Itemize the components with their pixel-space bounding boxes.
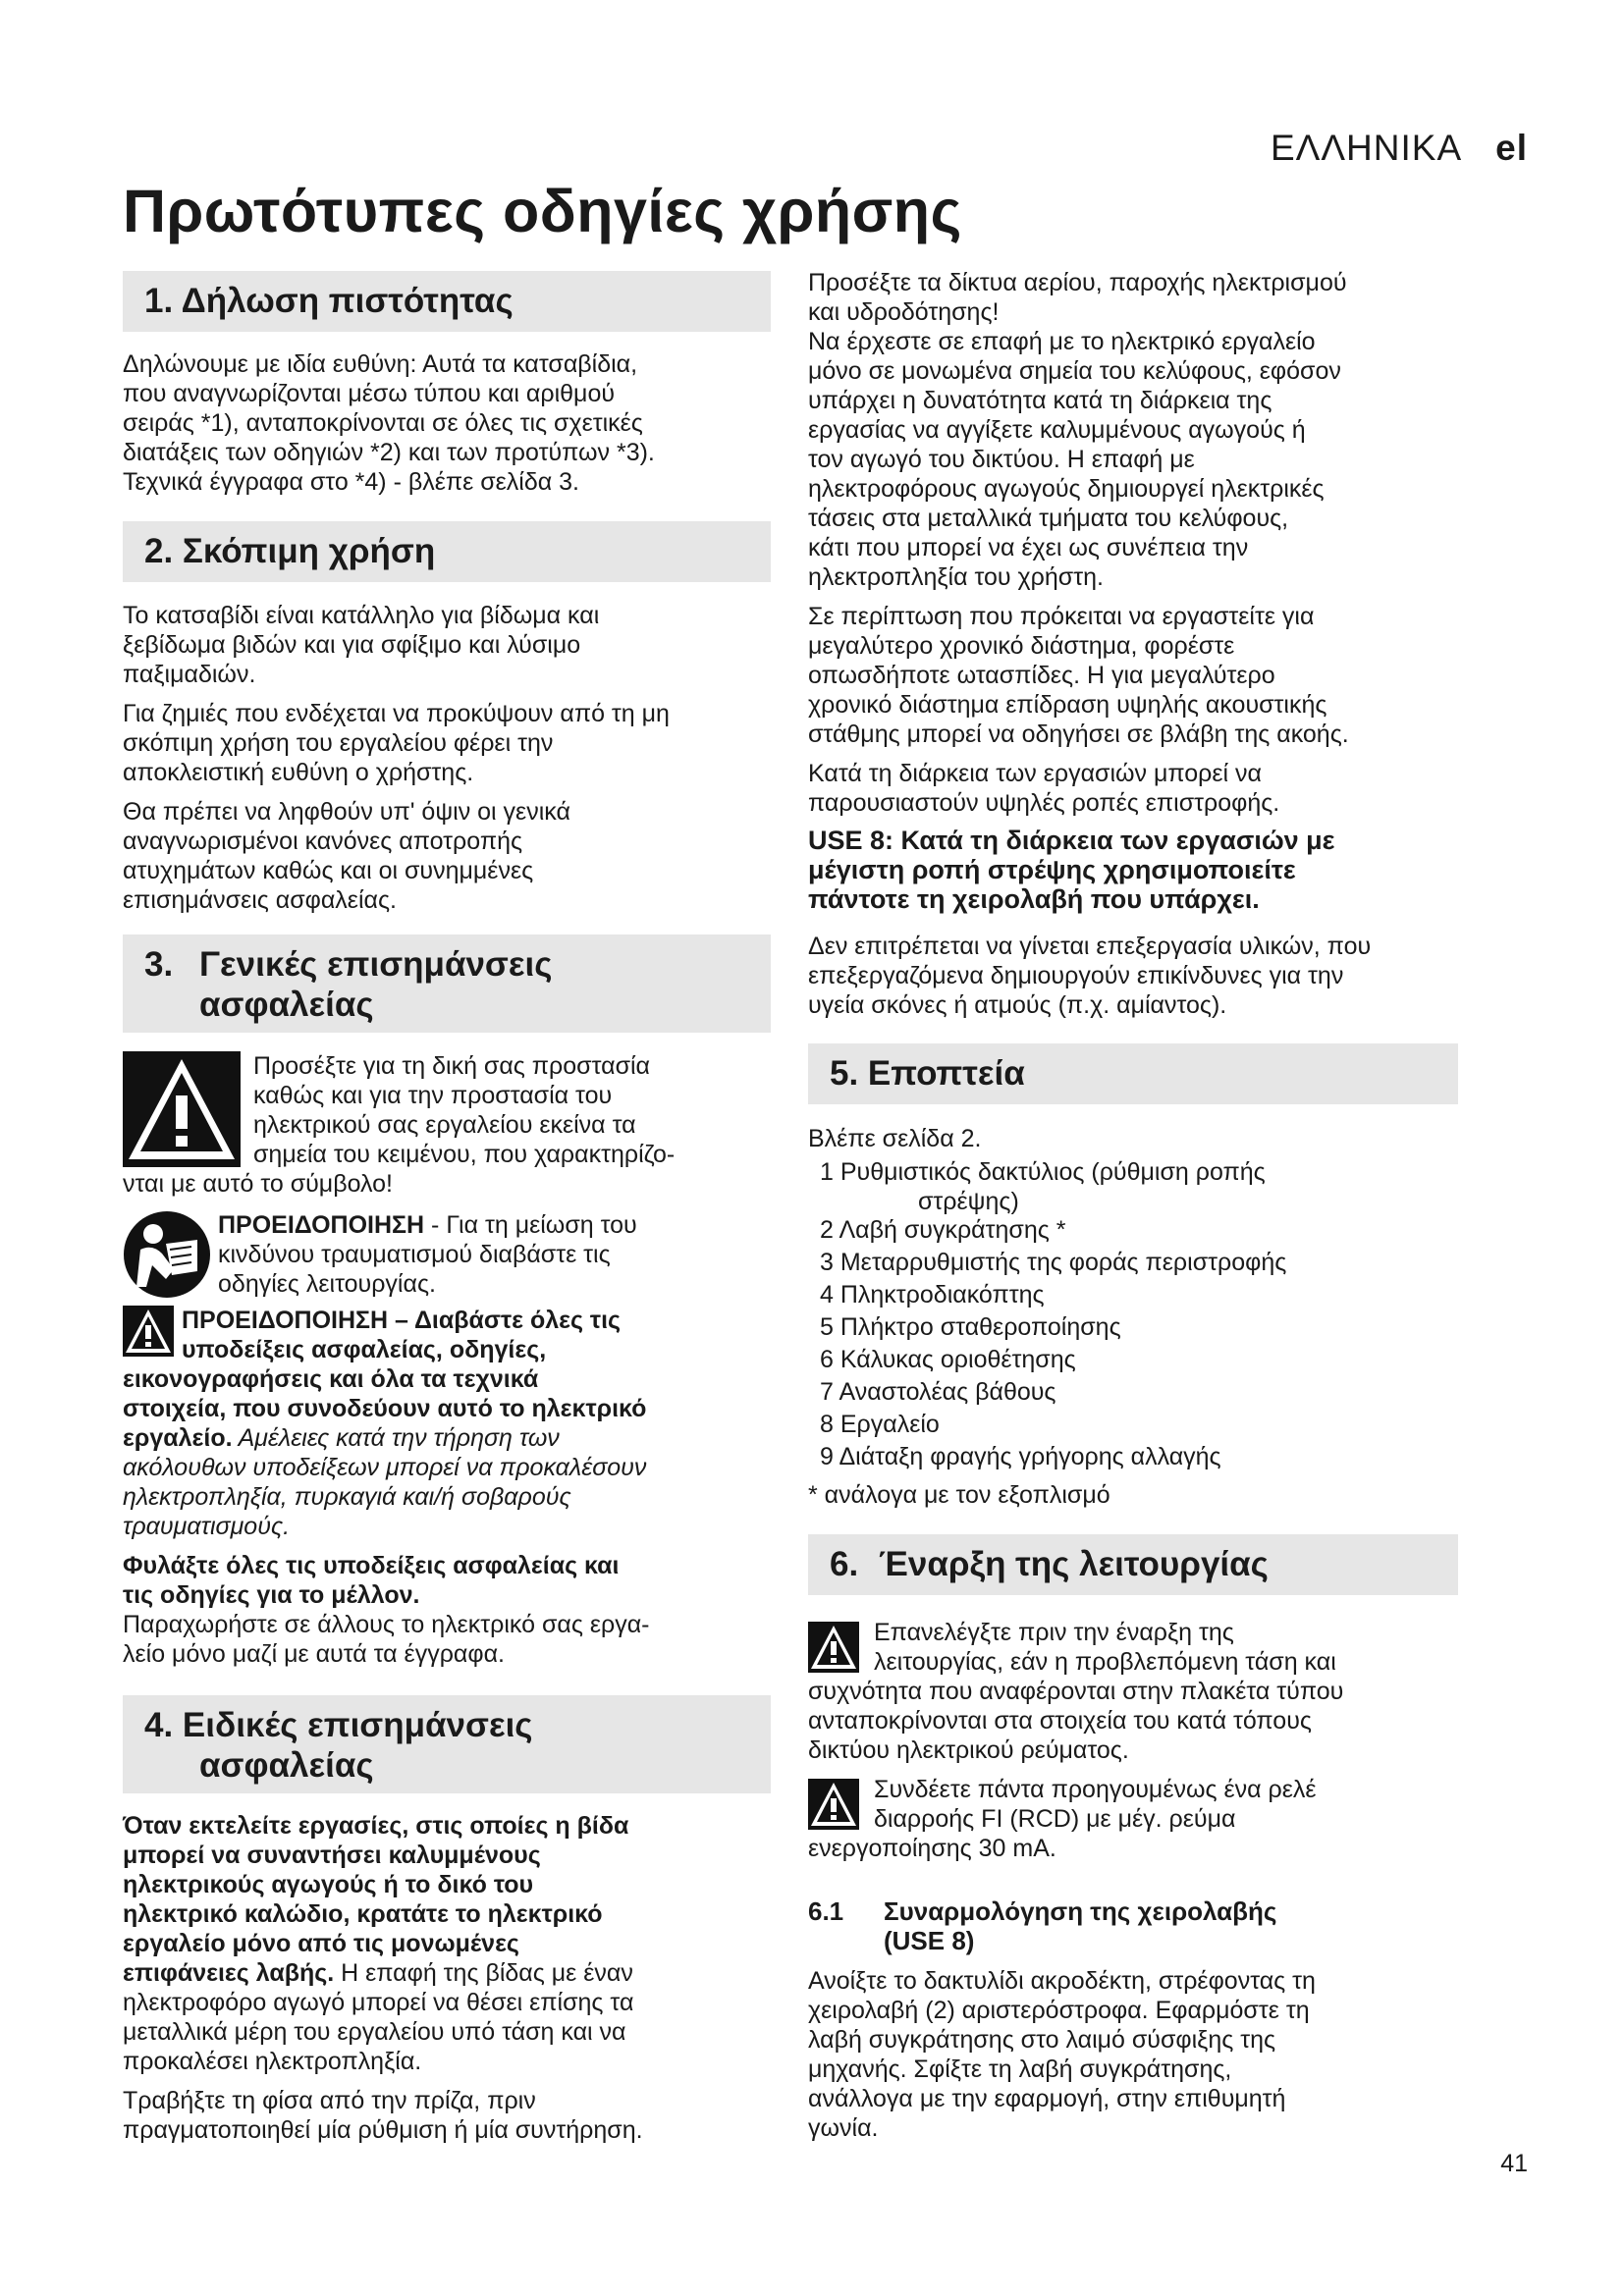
section-1-text: Δηλώνουμε με ιδία ευθύνη: Αυτά τα κατσαβίδια, που αναγνωρίζονται μέσω τύπου και αριθμού σειράς *1), ανταποκρίνονται σε όλες τις σχετικές διατάξεις των οδηγιών *2) και των προτύπων *3). Τεχνικά έγγραφα στο *4) - βλέπε σελίδα 3. (123, 350, 655, 496)
subsection-6-1-title: Συναρμολόγηση της χειρολαβής (USE 8) (884, 1896, 1277, 1955)
section-3-manual-text (218, 1210, 787, 1240)
read-manual-icon (123, 1210, 211, 1299)
page-title: Πρωτότυπες οδηγίες χρήσης (123, 178, 962, 244)
warning-triangle-icon (123, 1051, 241, 1167)
section-3-warning2-line1: ΠΡΟΕΙΔΟΠΟΙΗΣΗ – Διαβάστε όλες τις (182, 1307, 622, 1334)
section-4-text-1-normal: Η επαφή της βίδας με έναν ηλεκτροφόρο αγωγό μπορεί να θέσει επίσης τα μεταλλικά μέρη του εργαλείου υπό τάση και να προκαλέσει ηλεκτροπληξία. (123, 1959, 634, 2075)
section-6-warning2-rest: ενεργοποίησης 30 mA. (808, 1835, 1056, 1862)
subsection-6-1-number: 6.1 (808, 1896, 844, 1926)
section-6-heading-text: Έναρξη της λειτουργίας (879, 1545, 1269, 1583)
list-item: 5 Πλήκτρο σταθεροποίησης (820, 1313, 1121, 1341)
list-item: 4 Πληκτροδιακόπτης (820, 1281, 1045, 1308)
section-5-heading-text: 5. Εποπτεία (830, 1054, 1025, 1093)
warning-triangle-icon (808, 1622, 859, 1673)
list-item: 3 Μεταρρυθμιστής της φοράς περιστροφής (820, 1249, 1287, 1276)
manual-warning-label: ΠΡΟΕΙΔΟΠΟΙΗΣΗ (218, 1211, 425, 1239)
section-3-warning2-rest (123, 1364, 781, 1541)
section-5-intro: Βλέπε σελίδα 2. (808, 1125, 982, 1152)
list-item: 7 Αναστολέας βάθους (820, 1378, 1056, 1406)
list-item: στρέψης) (918, 1188, 1019, 1215)
language-code: el (1495, 128, 1528, 168)
list-item: 6 Κάλυκας οριοθέτησης (820, 1346, 1076, 1373)
section-4-right-text-3: Κατά τη διάρκεια των εργασιών μπορεί να παρουσιαστούν υψηλές ροπές επιστροφής. (808, 760, 1280, 817)
section-3-warning-tail: νται με αυτό το σύμβολο! (123, 1170, 393, 1198)
warning-triangle-icon (123, 1306, 174, 1357)
section-6-warning1-line1: Επανελέγξτε πριν την έναρξη της (874, 1619, 1234, 1646)
list-item: 1 Ρυθμιστικός δακτύλιος (ρύθμιση ροπής (820, 1158, 1266, 1186)
section-1-heading-text: 1. Δήλωση πιστότητας (144, 282, 514, 320)
language-name: ΕΛΛΗΝΙΚΑ (1270, 128, 1463, 168)
section-6-heading-num: 6. (830, 1545, 859, 1583)
section-3-heading-num: 3. (144, 945, 174, 984)
section-4-right-text-5: Δεν επιτρέπεται να γίνεται επεξεργασία υλικών, που επεξεργαζόμενα δημιουργούν επικίνδυνες για την υγεία σκόνες ή ατμούς (π.χ. αμίαντος). (808, 933, 1372, 1019)
section-4-heading-l1: 4. Ειδικές επισημάνσεις (144, 1706, 533, 1744)
warning-triangle-icon (808, 1779, 859, 1830)
parts-list (820, 1156, 1468, 1473)
section-3-warning2-line2: υποδείξεις ασφαλείας, οδηγίες, (182, 1336, 547, 1363)
section-2-text-2: Για ζημιές που ενδέχεται να προκύψουν από τη μη σκόπιμη χρήση του εργαλείου φέρει την αποκλειστική ευθύνη ο χρήστης. (123, 700, 670, 786)
section-2-text-3: Θα πρέπει να ληφθούν υπ' όψιν οι γενικά αναγνωρισμένοι κανόνες αποτροπής ατυχημάτων καθώς και οι συνημμένες επισημάνσεις ασφαλείας. (123, 798, 570, 914)
section-4-text-1 (123, 1811, 781, 2076)
section-4-right-use8: USE 8: Κατά τη διάρκεια των εργασιών με μέγιστη ροπή στρέψης χρησιμοποιείτε πάντοτε τη χειρολαβή που υπάρχει. (808, 826, 1335, 914)
manual-warning-text-1: - Για τη μείωση του (424, 1211, 637, 1239)
section-3-heading (123, 934, 771, 1033)
section-4-text-2: Τραβήξτε τη φίσα από την πρίζα, πριν πραγματοποιηθεί μία ρύθμιση ή μία συντήρηση. (123, 2087, 643, 2144)
section-6-warning1-line2: λειτουργίας, εάν η προβλεπόμενη τάση και (874, 1648, 1336, 1676)
section-4-text-1-bold: Όταν εκτελείτε εργασίες, στις οποίες η βίδα μπορεί να συναντήσει καλυμμένους ηλεκτρικούς αγωγούς ή το δικό του ηλεκτρικό καλώδιο, κρατάτε το ηλεκτρικό εργαλείο μόνο από τις μονωμένες επιφάνειες λαβής. (123, 1812, 629, 1987)
section-3-heading-l2: ασφαλείας (199, 986, 374, 1024)
section-3-heading-l1: Γενικές επισημάνσεις (199, 945, 553, 984)
warning2-bold-rest: εικονογραφήσεις και όλα τα τεχνικά στοιχεία, που συνοδεύουν αυτό το ηλεκτρικό εργαλείο. (123, 1365, 647, 1452)
section-5-footnote: * ανάλογα με τον εξοπλισμό (808, 1481, 1110, 1509)
page-number: 41 (1500, 2150, 1528, 2177)
section-5-heading (808, 1043, 1458, 1104)
section-6-warning1-rest: συχνότητα που αναφέρονται στην πλακέτα τύπου ανταποκρίνονται στα στοιχεία του κατά τόπους δικτύου ηλεκτρικού ρεύματος. (808, 1678, 1344, 1764)
warning2-italic: Αμέλειες κατά την τήρηση των ακόλουθων υποδείξεων μπορεί να προκαλέσουν ηλεκτροπληξία, πυρκαγιά και/ή σοβαρούς τραυματισμούς. (123, 1424, 647, 1540)
section-3-keep-bold: Φυλάξτε όλες τις υποδείξεις ασφαλείας και τις οδηγίες για το μέλλον. (123, 1552, 620, 1609)
section-4-right-text-2: Σε περίπτωση που πρόκειται να εργαστείτε για μεγαλύτερο χρονικό διάστημα, φορέστε οπωσδήποτε ωτασπίδες. Η για μεγαλύτερο χρονικό διάστημα επίδραση υψηλής ακουστικής στάθμης μπορεί να οδηγήσει σε βλάβη της ακοής. (808, 603, 1349, 748)
section-3-keep-text: Παραχωρήστε σε άλλους το ηλεκτρικό σας εργα- λείο μόνο μαζί με αυτά τα έγγραφα. (123, 1611, 650, 1668)
list-item: 8 Εργαλείο (820, 1411, 940, 1438)
list-item: 2 Λαβή συγκράτησης * (820, 1216, 1066, 1244)
section-2-text-1: Το κατσαβίδι είναι κατάλληλο για βίδωμα και ξεβίδωμα βιδών και για σφίξιμο και λύσιμο παξιμαδιών. (123, 602, 600, 688)
section-6-warning2-line2: διαρροής FI (RCD) με μέγ. ρεύμα (874, 1805, 1236, 1833)
section-3-warning-text: Προσέξτε για τη δική σας προστασία καθώς και για την προστασία του ηλεκτρικού σας εργαλείου εκείνα τα σημεία του κειμένου, που χαρακτηρίζο- (253, 1052, 676, 1168)
section-2-heading (123, 521, 771, 582)
section-6-heading (808, 1534, 1458, 1595)
section-4-heading (123, 1695, 771, 1793)
list-item: 9 Διάταξη φραγής γρήγορης αλλαγής (820, 1443, 1221, 1470)
section-6-warning2-line1: Συνδέετε πάντα προηγουμένως ένα ρελέ (874, 1776, 1317, 1803)
section-3-manual-text-2: κινδύνου τραυματισμού διαβάστε τις οδηγίες λειτουργίας. (218, 1241, 611, 1298)
language-label (1271, 128, 1528, 169)
section-1-heading (123, 271, 771, 332)
section-2-heading-text: 2. Σκόπιμη χρήση (144, 532, 436, 570)
subsection-6-1-text: Ανοίξτε το δακτυλίδι ακροδέκτη, στρέφοντας τη χειρολαβή (2) αριστερόστροφα. Εφαρμόστε τη λαβή συγκράτησης στο λαιμό σύσφιξης της μηχανής. Σφίξτε τη λαβή συγκράτησης, ανάλλογα με την εφαρμογή, στην επιθυμητή γωνία. (808, 1967, 1316, 2142)
section-4-heading-l2: ασφαλείας (199, 1746, 374, 1785)
section-4-right-text-1: Προσέξτε τα δίκτυα αερίου, παροχής ηλεκτρισμού και υδροδότησης! Να έρχεστε σε επαφή με το ηλεκτρικό εργαλείο μόνο σε μονωμένα σημεία του κελύφους, εφόσον υπάρχει η δυνατότητα κατά τη διάρκεια της εργασίας να αγγίξετε καλυμμένους αγωγούς ή τον αγωγό του δικτύου. Η επαφή με ηλεκτροφόρους αγωγούς δημιουργεί ηλεκτρικές τάσεις στα μεταλλικά τμήματα του κελύφους, κάτι που μπορεί να έχει ως συνέπεια την ηλεκτροπληξία του χρήστη. (808, 269, 1347, 591)
